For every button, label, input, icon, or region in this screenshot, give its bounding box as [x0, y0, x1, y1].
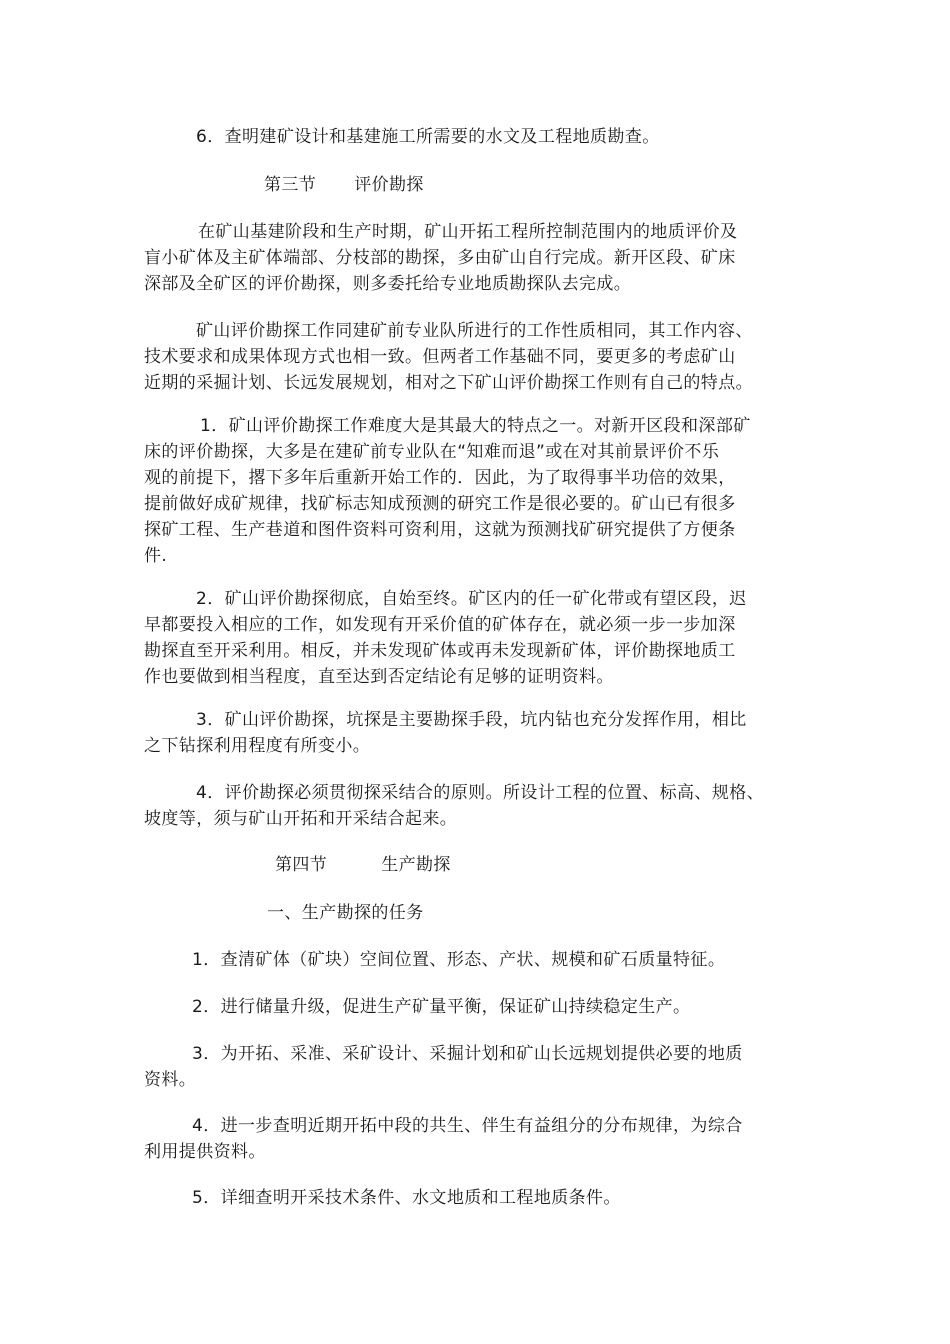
task-5: 5．详细查明开采技术条件、水文地质和工程地质条件。 [192, 1188, 621, 1208]
para-2-line-1: 矿山评价勘探工作同建矿前专业队所进行的工作性质相同，其工作内容、 [196, 321, 753, 341]
point-2-line-3: 勘探直至开采利用。相反，并未发现矿体或再未发现新矿体，评价勘探地质工 [144, 641, 736, 661]
section-4-title: 生产勘探 [381, 855, 451, 875]
task-3-line-1: 3．为开拓、采准、采矿设计、采掘计划和矿山长远规划提供必要的地质 [192, 1044, 743, 1064]
task-1: 1．查清矿体（矿块）空间位置、形态、产状、规模和矿石质量特征。 [192, 950, 726, 970]
point-3-line-2: 之下钻探利用程度有所变小。 [144, 736, 371, 756]
point-4-line-2: 坡度等，须与矿山开拓和开采结合起来。 [144, 809, 458, 829]
point-1-line-5: 探矿工程、生产巷道和图件资料可资利用，这就为预测找矿研究提供了方便条 [144, 520, 736, 540]
point-4-line-1: 4．评价勘探必须贯彻探采结合的原则。所设计工程的位置、标高、规格、 [196, 783, 765, 803]
para-1-line-3: 深部及全矿区的评价勘探，则多委托给专业地质勘探队去完成。 [144, 274, 632, 294]
point-3-line-1: 3．矿山评价勘探，坑探是主要勘探手段，坑内钻也充分发挥作用，相比 [196, 710, 747, 730]
task-4-line-2: 利用提供资料。 [144, 1142, 266, 1162]
point-1-line-3: 观的前提下，撂下多年后重新开始工作的．因此，为了取得事半功倍的效果， [144, 468, 736, 488]
para-1-line-2: 盲小矿体及主矿体端部、分枝部的勘探，多由矿山自行完成。新开区段、矿床 [144, 248, 736, 268]
point-2-line-2: 早都要投入相应的工作，如发现有开采价值的矿体存在，就必须一步一步加深 [144, 615, 736, 635]
subheading-production-tasks: 一、生产勘探的任务 [267, 903, 424, 923]
para-2-line-3: 近期的采掘计划、长远发展规划，相对之下矿山评价勘探工作则有自己的特点。 [144, 373, 753, 393]
point-2-line-4: 作也要做到相当程度，直至达到否定结论有足够的证明资料。 [144, 667, 614, 687]
section-3-heading [264, 172, 424, 198]
para-1-line-1: 在矿山基建阶段和生产时期，矿山开拓工程所控制范围内的地质评价及 [198, 222, 738, 242]
point-1-line-2: 床的评价勘探，大多是在建矿前专业队在“知难而退”或在对其前景评价不乐 [144, 442, 720, 462]
point-2-line-1: 2．矿山评价勘探彻底，自始至终。矿区内的任一矿化带或有望区段，迟 [196, 589, 747, 609]
point-1-line-6: 件. [144, 546, 168, 566]
point-1-line-4: 提前做好成矿规律，找矿标志知成预测的研究工作是很必要的。矿山已有很多 [144, 494, 736, 514]
section-4-number: 第四节 [275, 855, 328, 875]
section-4-heading [275, 852, 451, 878]
section-3-title: 评价勘探 [354, 175, 424, 195]
para-2-line-2: 技术要求和成果体现方式也相一致。但两者工作基础不同，要更多的考虑矿山 [144, 347, 736, 367]
task-2: 2．进行储量升级，促进生产矿量平衡，保证矿山持续稳定生产。 [192, 997, 691, 1017]
item-6: 6．查明建矿设计和基建施工所需要的水文及工程地质勘查。 [196, 127, 660, 147]
section-3-number: 第三节 [264, 175, 317, 195]
point-1-line-1: 1．矿山评价勘探工作难度大是其最大的特点之一。对新开区段和深部矿 [200, 416, 751, 436]
task-4-line-1: 4．进一步查明近期开拓中段的共生、伴生有益组分的分布规律，为综合 [192, 1116, 743, 1136]
task-3-line-2: 资料。 [144, 1070, 197, 1090]
